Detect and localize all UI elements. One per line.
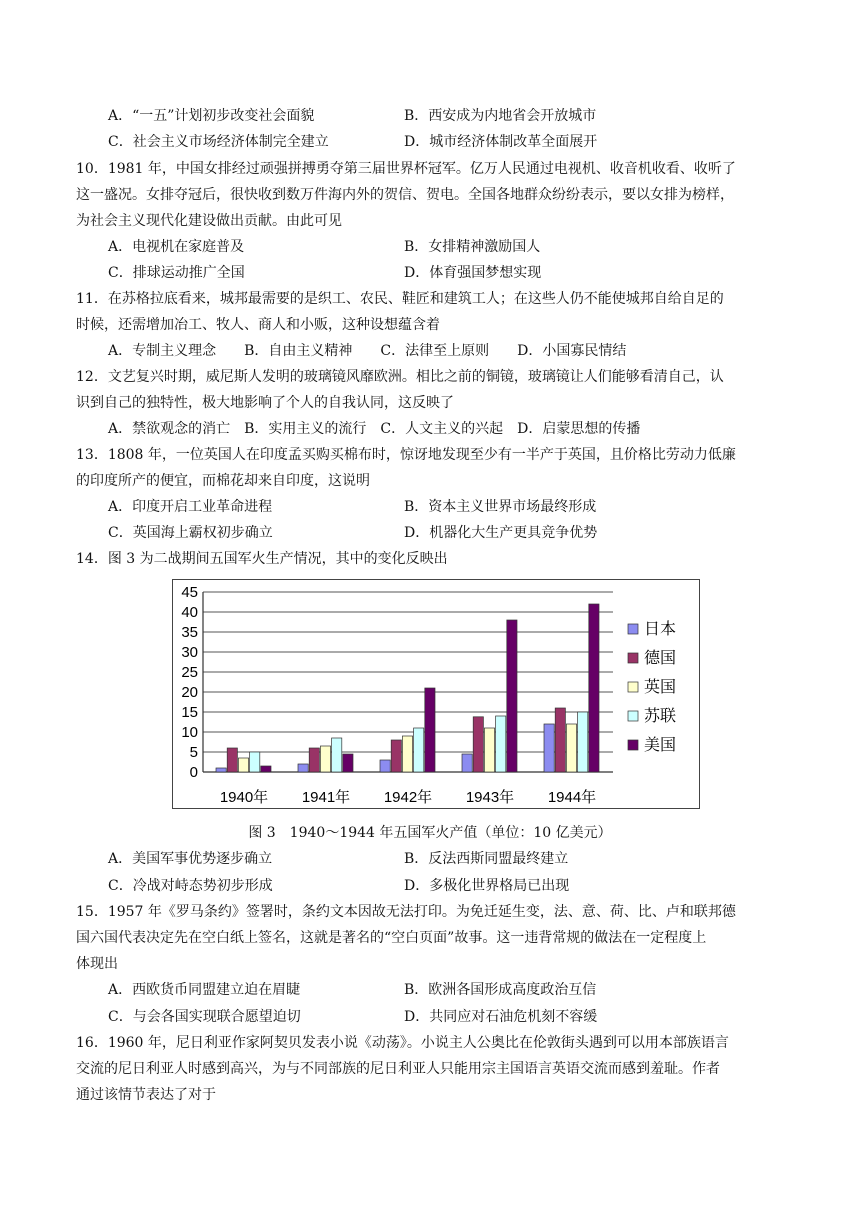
q15-option-c: C．与会各国实现联合愿望迫切 [108,1009,301,1025]
y-tick-label: 45 [181,584,198,601]
legend-swatch [628,624,638,634]
q15-stem-line: 15．1957 年《罗马条约》签署时，条约文本因故无法打印。为免迁延生变，法、意、荷、比、卢和联邦德 [76,904,736,920]
legend-label: 英国 [644,677,677,696]
x-tick-label: 1942年 [383,789,433,806]
bar [566,724,576,772]
q12-stem-line: 识到自己的独特性，极大地影响了个人的自我认同，这反映了 [76,395,454,411]
legend-label: 苏联 [644,706,677,725]
y-tick-label: 25 [181,664,198,681]
q16-stem-line: 16．1960 年，尼日利亚作家阿契贝发表小说《动荡》。小说主人公奥比在伦敦街头遇到可以用本部族语言 [76,1035,729,1051]
bar [578,712,588,772]
y-tick-label: 30 [181,644,198,661]
bar [391,740,401,772]
q15-option-b: B．欧洲各国形成高度政治互信 [404,982,597,998]
x-tick-label: 1943年 [465,789,515,806]
q9-option-d: D．城市经济体制改革全面展开 [404,134,598,150]
legend-label: 德国 [644,648,677,667]
bar [484,728,494,772]
q10-option-b: B．女排精神激励国人 [404,239,541,255]
q11-options: A．专制主义理念 B．自由主义精神 C．法律至上原则 D．小国寡民情结 [108,343,627,359]
q11-stem-line: 时候，还需增加冶工、牧人、商人和小贩，这种设想蕴含着 [76,317,440,333]
q10-stem-line: 为社会主义现代化建设做出贡献。由此可见 [76,213,342,229]
x-tick-label: 1940年 [219,789,269,806]
bar [555,708,565,772]
q14-option-a: A．美国军事优势逐步确立 [108,851,273,867]
chart-svg [173,580,701,810]
q13-option-a: A．印度开启工业革命进程 [108,499,273,515]
bar [332,738,342,772]
bar [298,764,308,772]
bar [309,748,319,772]
legend-swatch [628,711,638,721]
legend-label: 美国 [644,735,677,754]
y-tick-label: 40 [181,604,198,621]
bar [343,754,353,772]
q10-stem-line: 10．1981 年，中国女排经过顽强拼搏勇夺第三届世界杯冠军。亿万人民通过电视机、收音机收看、收听了 [76,161,736,177]
bar [496,716,506,772]
bar [216,768,226,772]
q14-option-c: C．冷战对峙态势初步形成 [108,878,273,894]
bar [425,688,435,772]
q14-option-b: B．反法西斯同盟最终建立 [404,851,569,867]
q12-stem-line: 12．文艺复兴时期，威尼斯人发明的玻璃镜风靡欧洲。相比之前的铜镜，玻璃镜让人们能够看清自己，认 [76,369,724,385]
y-tick-label: 15 [181,704,198,721]
bar [238,758,248,772]
q9-option-a: A．“一五”计划初步改变社会面貌 [108,108,315,124]
q14-option-d: D．多极化世界格局已出现 [404,878,570,894]
q13-option-c: C．英国海上霸权初步确立 [108,525,273,541]
q11-stem-line: 11．在苏格拉底看来，城邦最需要的是织工、农民、鞋匠和建筑工人；在这些人仍不能使城邦自给自足的 [76,291,724,307]
legend-swatch [628,740,638,750]
bar [507,620,517,772]
x-tick-label: 1944年 [547,789,597,806]
bar [402,736,412,772]
q13-option-d: D．机器化大生产更具竞争优势 [404,525,598,541]
bar [250,752,260,772]
q15-option-a: A．西欧货币同盟建立迫在眉睫 [108,982,301,998]
bar [589,604,599,772]
q13-stem-line: 13．1808 年，一位英国人在印度孟买购买棉布时，惊讶地发现至少有一半产于英国，且价格比劳动力低廉 [76,447,736,463]
q9-option-b: B．西安成为内地省会开放城市 [404,108,597,124]
bar [227,748,237,772]
bar [544,724,554,772]
q10-option-a: A．电视机在家庭普及 [108,239,245,255]
bar [473,717,483,772]
bar [462,754,472,772]
bar [414,728,424,772]
legend-swatch [628,682,638,692]
y-tick-label: 0 [189,764,198,781]
y-tick-label: 5 [189,744,198,761]
y-tick-label: 10 [181,724,198,741]
legend-label: 日本 [644,619,677,638]
q15-option-d: D．共同应对石油危机刻不容缓 [404,1009,598,1025]
y-tick-label: 20 [181,684,198,701]
q13-stem-line: 的印度所产的便宜，而棉花却来自印度，这说明 [76,473,370,489]
figure-3-chart [172,579,700,809]
q10-option-c: C．排球运动推广全国 [108,265,245,281]
y-tick-label: 35 [181,624,198,641]
q15-stem-line: 体现出 [76,956,118,972]
x-tick-label: 1941年 [301,789,351,806]
legend-swatch [628,653,638,663]
q16-stem-line: 通过该情节表达了对于 [76,1087,216,1103]
q16-stem-line: 交流的尼日利亚人时感到高兴，为与不同部族的尼日利亚人只能用宗主国语言英语交流而感到羞耻。作者 [76,1061,720,1077]
q12-options: A．禁欲观念的消亡 B．实用主义的流行 C．人文主义的兴起 D．启蒙思想的传播 [108,421,641,437]
q13-option-b: B．资本主义世界市场最终形成 [404,499,597,515]
bar [380,760,390,772]
bar [261,766,271,772]
q10-stem-line: 这一盛况。女排夺冠后，很快收到数万件海内外的贺信、贺电。全国各地群众纷纷表示，要以女排为榜样， [76,187,734,203]
figure-caption: 图 3 1940～1944 年五国军火产值（单位：10 亿美元） [248,825,612,841]
bar [320,746,330,772]
q14-stem-line: 14．图 3 为二战期间五国军火生产情况，其中的变化反映出 [76,551,448,567]
q10-option-d: D．体育强国梦想实现 [404,265,542,281]
q9-option-c: C．社会主义市场经济体制完全建立 [108,134,329,150]
q15-stem-line: 国六国代表决定先在空白纸上签名，这就是著名的“空白页面”故事。这一违背常规的做法在一定程度上 [76,930,707,946]
